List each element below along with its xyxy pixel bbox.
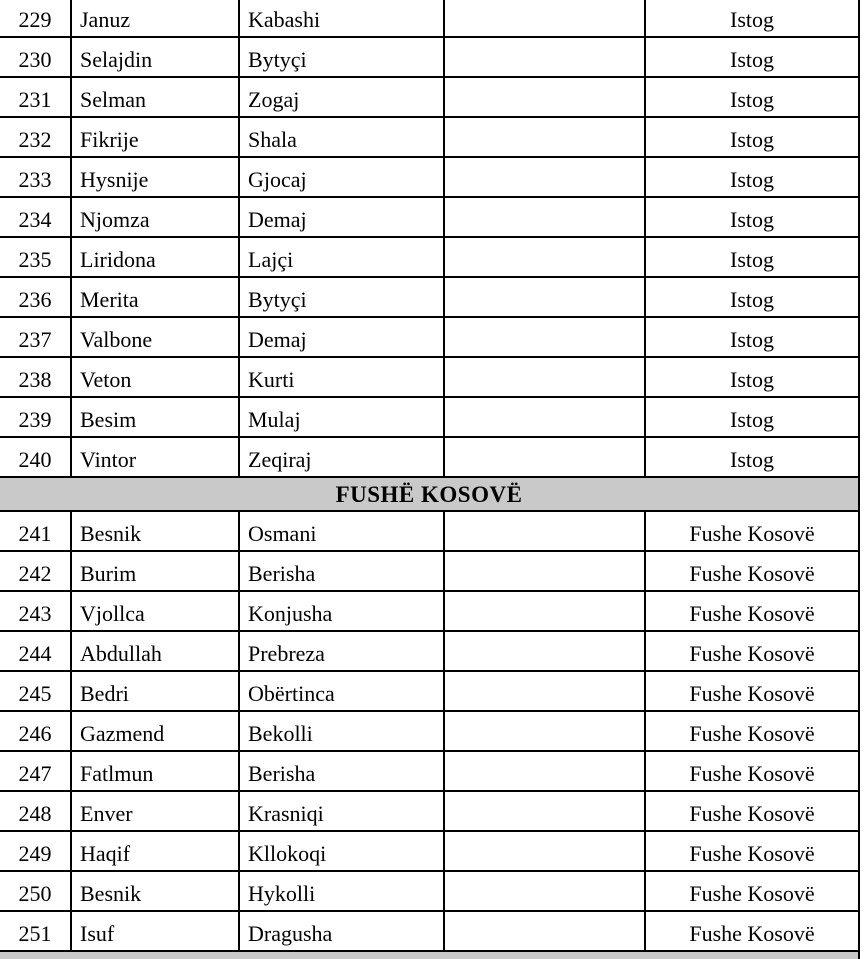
municipality-cell: Fushe Kosovë (689, 600, 815, 626)
blank-cell (445, 872, 646, 910)
blank-cell (445, 238, 646, 276)
table-row (0, 358, 858, 398)
blank-cell (445, 792, 646, 830)
row-number-cell: 235 (0, 238, 72, 276)
blank-cell (445, 552, 646, 590)
row-number-cell: 230 (0, 38, 72, 76)
table-row (0, 752, 858, 792)
last-name-cell: Lajçi (240, 238, 445, 276)
last-name-cell: Bekolli (240, 712, 445, 750)
blank-cell (445, 512, 646, 550)
table-row (0, 712, 858, 752)
table-row (0, 278, 858, 318)
row-number-cell: 231 (0, 78, 72, 116)
row-number-cell: 229 (0, 0, 72, 36)
blank-cell (445, 158, 646, 196)
municipality-cell: Istog (730, 326, 774, 352)
row-number-cell: 236 (0, 278, 72, 316)
first-name-cell: Vintor (72, 438, 240, 476)
first-name-cell: Besnik (72, 512, 240, 550)
last-name-cell: Prebreza (240, 632, 445, 670)
blank-cell (445, 912, 646, 950)
last-name-cell: Hykolli (240, 872, 445, 910)
municipality-cell: Fushe Kosovë (689, 640, 815, 666)
row-number-cell: 234 (0, 198, 72, 236)
first-name-cell: Gazmend (72, 712, 240, 750)
municipality-cell: Fushe Kosovë (689, 760, 815, 786)
first-name-cell: Fikrije (72, 118, 240, 156)
row-number-cell: 242 (0, 552, 72, 590)
first-name-cell: Valbone (72, 318, 240, 356)
last-name-cell: Berisha (240, 552, 445, 590)
municipality-cell: Fushe Kosovë (689, 840, 815, 866)
blank-cell (445, 438, 646, 476)
table-row (0, 438, 858, 478)
table-row (0, 0, 858, 38)
municipality-cell: Fushe Kosovë (689, 520, 815, 546)
blank-cell (445, 712, 646, 750)
first-name-cell: Liridona (72, 238, 240, 276)
first-name-cell: Abdullah (72, 632, 240, 670)
row-number-cell: 247 (0, 752, 72, 790)
blank-cell (445, 38, 646, 76)
first-name-cell: Besim (72, 398, 240, 436)
municipality-cell: Istog (730, 286, 774, 312)
table-row (0, 38, 858, 78)
blank-cell (445, 118, 646, 156)
blank-cell (445, 358, 646, 396)
last-name-cell: Bytyçi (240, 38, 445, 76)
first-name-cell: Isuf (72, 912, 240, 950)
blank-cell (445, 672, 646, 710)
municipality-cell: Istog (730, 406, 774, 432)
first-name-cell: Merita (72, 278, 240, 316)
first-name-cell: Bedri (72, 672, 240, 710)
row-number-cell: 251 (0, 912, 72, 950)
row-number-cell: 248 (0, 792, 72, 830)
table-row (0, 118, 858, 158)
row-number-cell: 249 (0, 832, 72, 870)
first-name-cell: Haqif (72, 832, 240, 870)
table-row (0, 552, 858, 592)
last-name-cell: Gjocaj (240, 158, 445, 196)
first-name-cell: Burim (72, 552, 240, 590)
row-number-cell: 233 (0, 158, 72, 196)
first-name-cell: Enver (72, 792, 240, 830)
row-number-cell: 244 (0, 632, 72, 670)
municipality-cell: Istog (730, 46, 774, 72)
last-name-cell: Krasniqi (240, 792, 445, 830)
row-number-cell: 241 (0, 512, 72, 550)
row-number-cell: 238 (0, 358, 72, 396)
municipality-cell: Istog (730, 6, 774, 32)
table-row (0, 512, 858, 552)
municipality-cell: Istog (730, 446, 774, 472)
blank-cell (445, 592, 646, 630)
table-row (0, 912, 858, 952)
municipality-cell: Fushe Kosovë (689, 880, 815, 906)
blank-cell (445, 278, 646, 316)
last-name-cell: Osmani (240, 512, 445, 550)
blank-cell (445, 752, 646, 790)
section-header-band (0, 478, 858, 512)
row-number-cell: 245 (0, 672, 72, 710)
blank-cell (445, 78, 646, 116)
municipality-cell: Istog (730, 246, 774, 272)
row-number-cell: 246 (0, 712, 72, 750)
first-name-cell: Besnik (72, 872, 240, 910)
table-row (0, 198, 858, 238)
last-name-cell: Zogaj (240, 78, 445, 116)
last-name-cell: Kabashi (240, 0, 445, 36)
first-name-cell: Vjollca (72, 592, 240, 630)
municipality-cell: Fushe Kosovë (689, 720, 815, 746)
first-name-cell: Veton (72, 358, 240, 396)
last-name-cell: Kurti (240, 358, 445, 396)
last-name-cell: Bytyçi (240, 278, 445, 316)
table-row (0, 672, 858, 712)
blank-cell (445, 318, 646, 356)
blank-cell (445, 398, 646, 436)
municipality-cell: Istog (730, 126, 774, 152)
row-number-cell: 239 (0, 398, 72, 436)
last-name-cell: Dragusha (240, 912, 445, 950)
last-name-cell: Kllokoqi (240, 832, 445, 870)
last-name-cell: Mulaj (240, 398, 445, 436)
municipality-cell: Fushe Kosovë (689, 560, 815, 586)
row-number-cell: 240 (0, 438, 72, 476)
last-name-cell: Berisha (240, 752, 445, 790)
municipality-cell: Fushe Kosovë (689, 920, 815, 946)
table-row (0, 872, 858, 912)
municipality-cell: Istog (730, 166, 774, 192)
last-name-cell: Obërtinca (240, 672, 445, 710)
municipality-cell: Fushe Kosovë (689, 680, 815, 706)
next-section-band-partial (0, 952, 858, 959)
first-name-cell: Januz (72, 0, 240, 36)
municipality-cell: Istog (730, 206, 774, 232)
last-name-cell: Zeqiraj (240, 438, 445, 476)
blank-cell (445, 0, 646, 36)
table-row (0, 792, 858, 832)
table-row (0, 632, 858, 672)
last-name-cell: Demaj (240, 318, 445, 356)
table-row (0, 398, 858, 438)
municipality-cell: Fushe Kosovë (689, 800, 815, 826)
row-number-cell: 250 (0, 872, 72, 910)
blank-cell (445, 632, 646, 670)
row-number-cell: 237 (0, 318, 72, 356)
row-number-cell: 243 (0, 592, 72, 630)
first-name-cell: Hysnije (72, 158, 240, 196)
last-name-cell: Shala (240, 118, 445, 156)
municipality-cell: Istog (730, 366, 774, 392)
first-name-cell: Selman (72, 78, 240, 116)
first-name-cell: Selajdin (72, 38, 240, 76)
first-name-cell: Fatlmun (72, 752, 240, 790)
row-number-cell: 232 (0, 118, 72, 156)
municipality-cell: Istog (730, 86, 774, 112)
section-header-label: FUSHË KOSOVË (335, 482, 523, 507)
table-row (0, 238, 858, 278)
table-row (0, 832, 858, 872)
table-row (0, 158, 858, 198)
last-name-cell: Konjusha (240, 592, 445, 630)
table-row (0, 592, 858, 632)
last-name-cell: Demaj (240, 198, 445, 236)
table-row (0, 318, 858, 358)
table-row (0, 78, 858, 118)
first-name-cell: Njomza (72, 198, 240, 236)
blank-cell (445, 198, 646, 236)
blank-cell (445, 832, 646, 870)
